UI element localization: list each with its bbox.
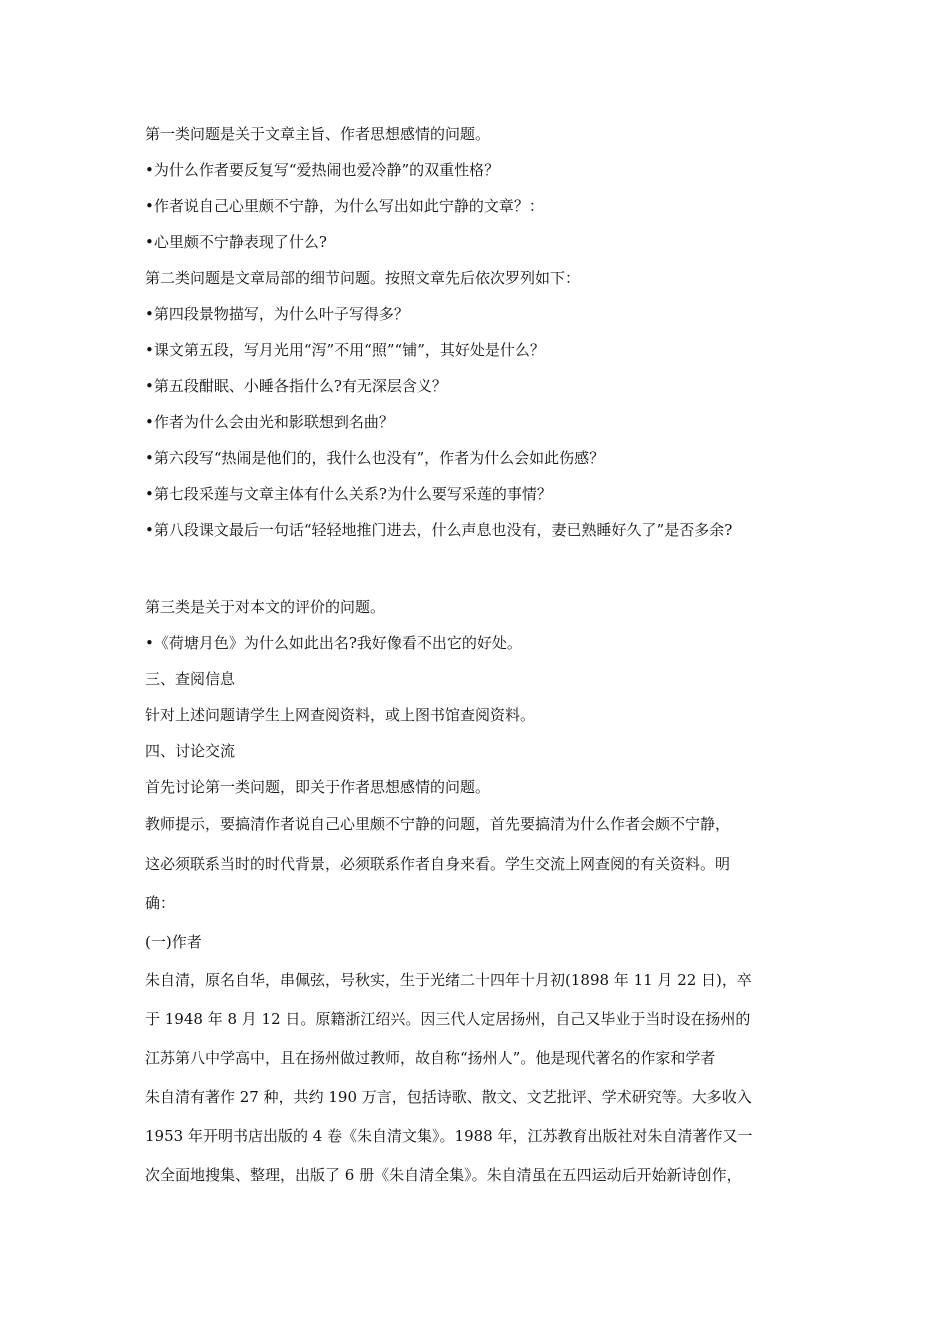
paragraph-line: •为什么作者要反复写“爱热闹也爱冷静”的双重性格？: [145, 161, 500, 179]
subsection-heading: (一)作者: [145, 933, 202, 951]
paragraph-line: •课文第五段，写月光用“泻”不用“照”“铺”，其好处是什么？: [145, 341, 545, 359]
section-heading: 三、查阅信息: [145, 670, 236, 688]
section-heading: 四、讨论交流: [145, 742, 236, 760]
paragraph-line: •《荷塘月色》为什么如此出名?我好像看不出它的好处。: [145, 634, 522, 652]
paragraph-line: 次全面地搜集、整理，出版了 6 册《朱自清全集》。朱自清虽在五四运动后开始新诗创作，: [145, 1166, 742, 1184]
paragraph-line: •作者为什么会由光和影联想到名曲？: [145, 413, 394, 431]
paragraph-line: 朱自清有著作 27 种，共约 190 万言，包括诗歌、散文、文艺批评、学术研究等。大多收入: [145, 1088, 752, 1106]
paragraph-line: •第四段景物描写，为什么叶子写得多？: [145, 305, 409, 323]
paragraph-line: 1953 年开明书店出版的 4 卷《朱自清文集》。1988 年，江苏教育出版社对朱自清著作又一: [145, 1127, 753, 1145]
paragraph-line: •第七段采莲与文章主体有什么关系?为什么要写采莲的事情？: [145, 485, 552, 503]
paragraph-line: 这必须联系当时的时代背景，必须联系作者自身来看。学生交流上网查阅的有关资料。明: [145, 855, 731, 873]
paragraph-line: 首先讨论第一类问题，即关于作者思想感情的问题。: [145, 778, 491, 796]
paragraph-line: 江苏第八中学高中，且在扬州做过教师，故自称“扬州人”。他是现代著名的作家和学者: [145, 1049, 716, 1067]
paragraph-line: •第六段写“热闹是他们的，我什么也没有”，作者为什么会如此伤感？: [145, 449, 605, 467]
paragraph-line: •心里颇不宁静表现了什么?: [145, 233, 327, 251]
paragraph-line: 确：: [145, 894, 176, 912]
paragraph-line: 朱自清，原名自华，串佩弦，号秋实，生于光绪二十四年十月初(1898 年 11 月 22 日)，卒: [145, 971, 752, 989]
paragraph-line: 第二类问题是文章局部的细节问题。按照文章先后依次罗列如下：: [145, 269, 581, 287]
paragraph-line: 针对上述问题请学生上网查阅资料，或上图书馆查阅资料。: [145, 706, 536, 724]
paragraph-line: 第一类问题是关于文章主旨、作者思想感情的问题。: [145, 125, 491, 143]
paragraph-line: 教师提示，要搞清作者说自己心里颇不宁静的问题，首先要搞清为什么作者会颇不宁静，: [145, 815, 731, 833]
paragraph-line: •第五段酣眠、小睡各指什么?有无深层含义？: [145, 377, 447, 395]
paragraph-line: •作者说自己心里颇不宁静，为什么写出如此宁静的文章？：: [145, 197, 544, 215]
paragraph-line: 第三类是关于对本文的评价的问题。: [145, 598, 386, 616]
paragraph-line: •第八段课文最后一句话“轻轻地推门进去，什么声息也没有，妻已熟睡好久了”是否多余?: [145, 521, 733, 539]
paragraph-line: 于 1948 年 8 月 12 日。原籍浙江绍兴。因三代人定居扬州，自己又毕业于当时设在扬州的: [145, 1010, 751, 1028]
